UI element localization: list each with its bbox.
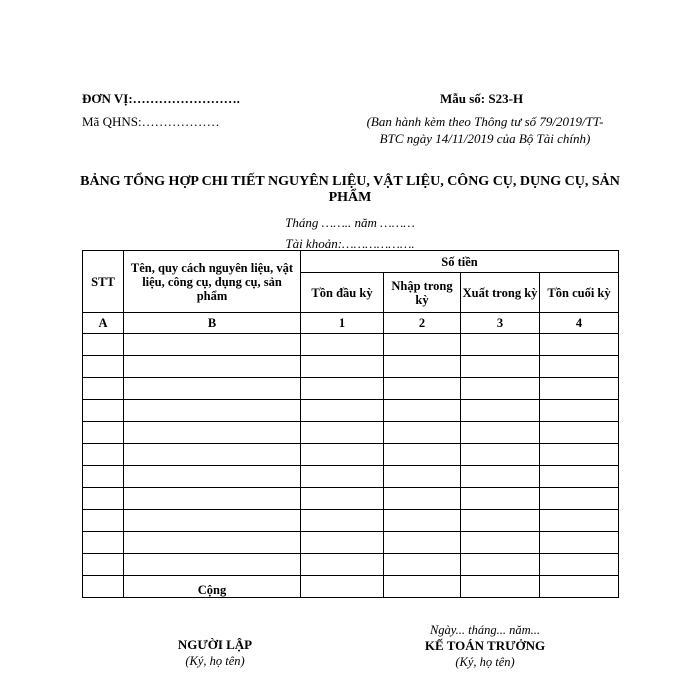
chief-accountant-signature — [395, 622, 575, 671]
unit-field: ĐƠN VỊ:……………………. — [82, 91, 240, 106]
table-cell — [301, 378, 384, 400]
table-cell — [301, 422, 384, 444]
table-cell — [83, 378, 124, 400]
table-cell — [384, 554, 461, 576]
form-number: Mẫu số: S23-H — [440, 91, 524, 106]
total-row — [83, 576, 619, 598]
table-cell — [540, 576, 619, 598]
table-cell — [461, 444, 540, 466]
chief-accountant-title: KẾ TOÁN TRƯỞNG — [424, 638, 546, 653]
table-cell — [540, 554, 619, 576]
table-row — [83, 378, 619, 400]
table-cell — [540, 334, 619, 356]
table-row — [83, 488, 619, 510]
table-cell — [124, 400, 301, 422]
header-stt: STT — [83, 251, 124, 313]
table-cell — [124, 466, 301, 488]
table-cell — [461, 422, 540, 444]
table-cell — [124, 444, 301, 466]
table-cell — [540, 488, 619, 510]
issued-note-line1: (Ban hành kèm theo Thông tư số 79/2019/TT- — [366, 114, 604, 129]
table-cell — [124, 532, 301, 554]
table-cell — [83, 422, 124, 444]
table-cell — [384, 400, 461, 422]
table-row — [83, 356, 619, 378]
table-cell — [540, 444, 619, 466]
table-cell — [384, 466, 461, 488]
table-row — [83, 510, 619, 532]
header-closing-balance: Tồn cuối kỳ — [540, 273, 619, 313]
chief-accountant-note: (Ký, họ tên) — [455, 655, 515, 669]
table-cell — [384, 444, 461, 466]
table-cell — [83, 400, 124, 422]
table-cell — [540, 466, 619, 488]
table-cell — [540, 356, 619, 378]
table-cell — [384, 532, 461, 554]
table-cell — [461, 400, 540, 422]
table-cell — [83, 510, 124, 532]
preparer-note: (Ký, họ tên) — [185, 654, 245, 668]
table-cell — [124, 488, 301, 510]
table-cell — [83, 554, 124, 576]
table-cell — [124, 356, 301, 378]
table-row — [83, 334, 619, 356]
table-cell — [461, 532, 540, 554]
table-cell — [384, 510, 461, 532]
table-cell — [301, 554, 384, 576]
table-cell — [301, 488, 384, 510]
table-cell — [540, 378, 619, 400]
table-cell — [124, 422, 301, 444]
table-cell — [384, 378, 461, 400]
header-item-name: Tên, quy cách nguyên liệu, vật liệu, công cụ, dụng cụ, sản phẩm — [124, 251, 301, 313]
table-cell — [461, 378, 540, 400]
issued-note — [335, 113, 635, 147]
ledger-table — [82, 250, 619, 598]
table-cell — [301, 576, 384, 598]
table-cell — [384, 356, 461, 378]
table-cell — [301, 466, 384, 488]
table-cell — [461, 576, 540, 598]
table-cell — [461, 466, 540, 488]
total-label: Cộng — [124, 576, 301, 598]
table-cell — [461, 356, 540, 378]
table-cell — [83, 334, 124, 356]
table-cell — [83, 444, 124, 466]
page-title-line2: PHẨM — [328, 190, 372, 205]
column-label: 2 — [384, 313, 461, 334]
table-cell — [384, 488, 461, 510]
table-cell — [301, 532, 384, 554]
table-cell — [124, 554, 301, 576]
table-row — [83, 422, 619, 444]
header-amount-group: Số tiền — [301, 251, 619, 273]
column-label: 3 — [461, 313, 540, 334]
page-title — [60, 174, 640, 206]
signature-date: Ngày... tháng... năm... — [429, 623, 541, 637]
table-cell — [301, 400, 384, 422]
header-received: Nhập trong kỳ — [384, 273, 461, 313]
table-cell — [540, 532, 619, 554]
table-cell — [301, 510, 384, 532]
column-label: 1 — [301, 313, 384, 334]
table-row — [83, 444, 619, 466]
table-cell — [124, 378, 301, 400]
table-cell — [540, 400, 619, 422]
table-cell — [83, 466, 124, 488]
table-cell — [83, 532, 124, 554]
table-cell — [301, 334, 384, 356]
table-cell — [83, 576, 124, 598]
column-label-row — [83, 313, 619, 334]
table-cell — [124, 334, 301, 356]
table-cell — [384, 576, 461, 598]
table-cell — [301, 356, 384, 378]
table-cell — [384, 334, 461, 356]
table-cell — [461, 510, 540, 532]
table-cell — [384, 422, 461, 444]
header-issued: Xuất trong kỳ — [461, 273, 540, 313]
table-cell — [301, 444, 384, 466]
table-row — [83, 554, 619, 576]
period-line: Tháng …….. năm ……… — [285, 215, 415, 230]
table-cell — [540, 422, 619, 444]
table-cell — [461, 334, 540, 356]
column-label: 4 — [540, 313, 619, 334]
column-label: A — [83, 313, 124, 334]
issued-note-line2: BTC ngày 14/11/2019 của Bộ Tài chính) — [379, 131, 591, 146]
table-cell — [83, 356, 124, 378]
table-row — [83, 532, 619, 554]
preparer-title: NGƯỜI LẬP — [177, 637, 253, 652]
table-cell — [124, 510, 301, 532]
page-title-line1: BẢNG TỔNG HỢP CHI TIẾT NGUYÊN LIỆU, VẬT LIỆU, CÔNG CỤ, DỤNG CỤ, SẢN — [80, 174, 620, 189]
account-line: Tài khoản:………………. — [285, 236, 415, 251]
qhns-field: Mã QHNS:……………… — [82, 114, 220, 129]
table-cell — [83, 488, 124, 510]
table-row — [83, 400, 619, 422]
header-opening-balance: Tồn đầu kỳ — [301, 273, 384, 313]
table-cell — [461, 554, 540, 576]
table-cell — [461, 488, 540, 510]
table-cell — [540, 510, 619, 532]
column-label: B — [124, 313, 301, 334]
table-row — [83, 466, 619, 488]
preparer-signature — [130, 637, 300, 670]
